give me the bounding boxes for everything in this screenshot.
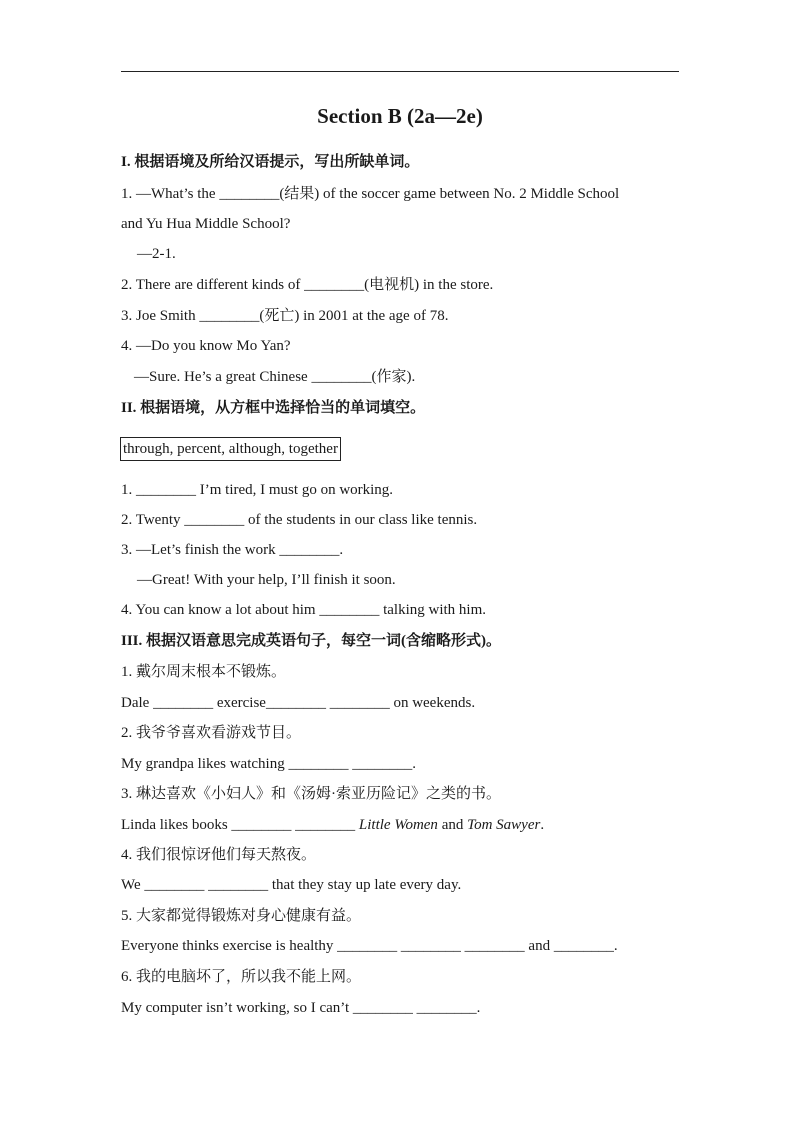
book-title-little-women: Little Women xyxy=(358,817,438,833)
part3-q1-chinese: 1. 戴尔周末根本不锻炼。 xyxy=(121,664,287,680)
part3-q2-chinese: 2. 我爷爷喜欢看游戏节目。 xyxy=(121,725,302,741)
part2-q1: 1. ________ I’m tired, I must go on working. xyxy=(121,482,394,498)
header-rule xyxy=(121,71,679,72)
word-box: through, percent, although, together xyxy=(120,437,341,461)
part2-q2: 2. Twenty ________ of the students in our class like tennis. xyxy=(121,512,478,528)
part2-q3-line1: 3. —Let’s finish the work ________. xyxy=(121,542,344,558)
part3-q1-english: Dale ________ exercise________ ________ on weekends. xyxy=(121,695,476,711)
q3-period: . xyxy=(540,817,545,833)
part2-q4: 4. You can know a lot about him ________ talking with him. xyxy=(121,602,486,618)
book-title-tom-sawyer: Tom Sawyer xyxy=(467,817,541,833)
page-title: Section B (2a—2e) xyxy=(317,104,483,128)
part1-q1-line1: 1. —What’s the ________(结果) of the soccer game between No. 2 Middle School xyxy=(121,186,620,202)
part3-q4-chinese: 4. 我们很惊讶他们每天熬夜。 xyxy=(121,847,317,863)
part1-q3: 3. Joe Smith ________(死亡) in 2001 at the age of 78. xyxy=(121,308,449,324)
part3-q3-english xyxy=(121,815,544,835)
part2-q3-line2: —Great! With your help, I’ll finish it soon. xyxy=(137,572,396,588)
part3-q6-chinese: 6. 我的电脑坏了，所以我不能上网。 xyxy=(121,969,362,985)
part3-q3-chinese: 3. 琳达喜欢《小妇人》和《汤姆·索亚历险记》之类的书。 xyxy=(121,786,501,802)
part3-q5-english: Everyone thinks exercise is healthy ________ ________ ________ and ________. xyxy=(121,938,618,954)
q3-sentence-start: Linda likes books ________ ________ xyxy=(121,817,359,833)
part3-q6-english: My computer isn’t working, so I can’t ________ ________. xyxy=(121,1000,481,1016)
part1-q4-line2: —Sure. He’s a great Chinese ________(作家). xyxy=(134,369,416,385)
part2-heading: II. 根据语境，从方框中选择恰当的单词填空。 xyxy=(121,400,426,416)
q3-conjunction: and xyxy=(437,817,468,833)
part1-q1-answer: —2-1. xyxy=(137,246,176,262)
part3-q4-english: We ________ ________ that they stay up late every day. xyxy=(121,877,462,893)
part1-heading: I. 根据语境及所给汉语提示，写出所缺单词。 xyxy=(121,154,420,170)
part1-q1-line2: and Yu Hua Middle School? xyxy=(121,216,291,232)
part3-q2-english: My grandpa likes watching ________ ________. xyxy=(121,756,416,772)
part3-q5-chinese: 5. 大家都觉得锻炼对身心健康有益。 xyxy=(121,908,362,924)
part1-q2: 2. There are different kinds of ________(电视机) in the store. xyxy=(121,277,494,293)
part1-q4-line1: 4. —Do you know Mo Yan? xyxy=(121,338,291,354)
part3-heading: III. 根据汉语意思完成英语句子，每空一词(含缩略形式)。 xyxy=(121,633,502,649)
